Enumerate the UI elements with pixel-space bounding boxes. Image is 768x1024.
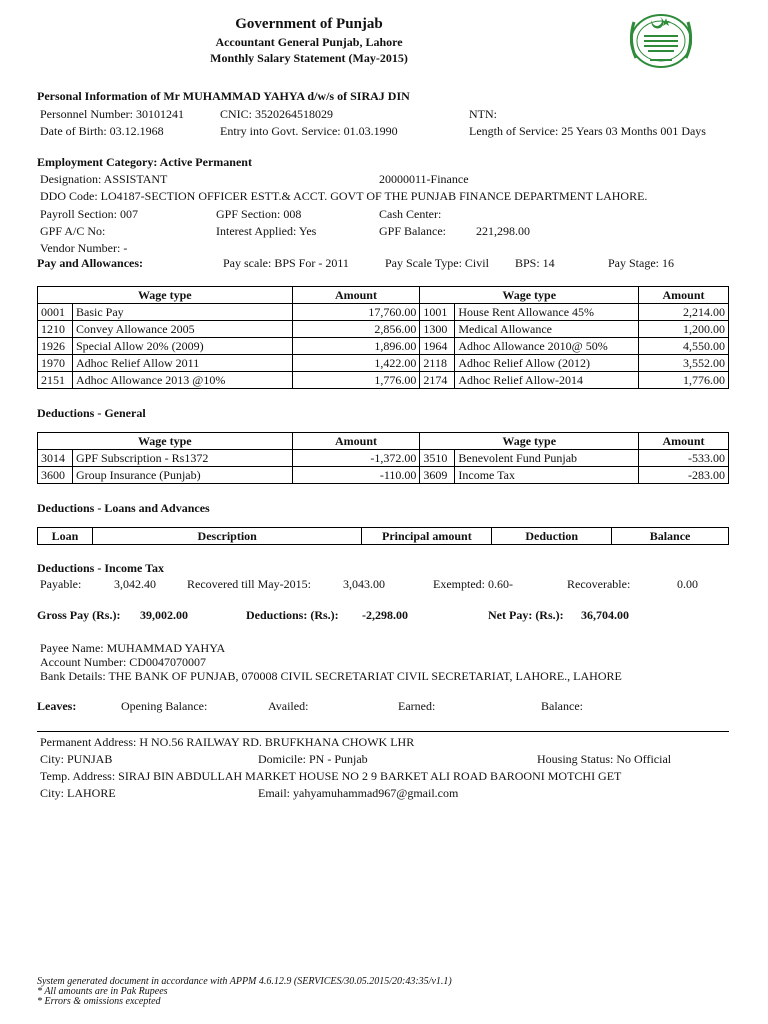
wage-code-cell: 1970 [38, 355, 73, 372]
table-header-row [38, 287, 729, 304]
wage-description-cell: Benevolent Fund Punjab [455, 450, 639, 467]
footer-currency-note: * All amounts are in Pak Rupees [37, 986, 168, 997]
statement-title: Monthly Salary Statement (May-2015) [210, 51, 408, 65]
table-header-row [38, 433, 729, 450]
amount-cell: 1,896.00 [292, 338, 420, 355]
table-row [38, 355, 729, 372]
wage-code-cell: 3609 [420, 467, 455, 484]
wage-description-cell: Adhoc Allowance 2010@ 50% [455, 338, 639, 355]
wage-description-cell: GPF Subscription - Rs1372 [72, 450, 292, 467]
account-number: Account Number: CD0047070007 [40, 655, 206, 669]
designation: Designation: ASSISTANT [40, 172, 168, 186]
gpf-account-no: GPF A/C No: [40, 224, 106, 238]
gpf-balance-label: GPF Balance: [379, 224, 446, 238]
deduction-header: Deduction [492, 528, 612, 545]
table-row [38, 467, 729, 484]
wage-code-cell: 3510 [420, 450, 455, 467]
recoverable-value: 0.00 [677, 577, 698, 591]
cnic: CNIC: 3520264518029 [220, 107, 334, 121]
loans-table [37, 527, 729, 545]
entry-govt-service: Entry into Govt. Service: 01.03.1990 [220, 124, 398, 138]
wage-type-header: Wage type [420, 433, 639, 450]
wage-description-cell: Income Tax [455, 467, 639, 484]
wage-description-cell: Special Allow 20% (2009) [72, 338, 292, 355]
amount-header: Amount [639, 287, 729, 304]
amount-cell: 4,550.00 [639, 338, 729, 355]
wage-code-cell: 1926 [38, 338, 73, 355]
ntn: NTN: [469, 107, 497, 121]
personal-info-heading: Personal Information of Mr MUHAMMAD YAHYA d/w/s of SIRAJ DIN [37, 89, 410, 103]
temp-address: Temp. Address: SIRAJ BIN ABDULLAH MARKET HOUSE NO 2 9 BARKET ALI ROAD BAROONI MOTCHI GET [40, 769, 622, 783]
deductions-value: -2,298.00 [362, 608, 408, 622]
pay-allowances-heading: Pay and Allowances: [37, 256, 144, 270]
pay-scale: Pay scale: BPS For - 2011 [223, 256, 349, 270]
wage-type-header: Wage type [38, 433, 293, 450]
payable-label: Payable: [40, 577, 82, 591]
amount-cell: -533.00 [639, 450, 729, 467]
amount-cell: 17,760.00 [292, 304, 420, 321]
payee-name: Payee Name: MUHAMMAD YAHYA [40, 641, 226, 655]
footer-note: System generated document in accordance with APPM 4.6.12.9 (SERVICES/30.05.2015/20:43:35/v1.1) [37, 976, 452, 987]
personnel-number: Personnel Number: 30101241 [40, 107, 184, 121]
table-row [38, 304, 729, 321]
amount-header: Amount [639, 433, 729, 450]
city-temp: City: LAHORE [40, 786, 116, 800]
date-of-birth: Date of Birth: 03.12.1968 [40, 124, 164, 138]
wage-code-cell: 2174 [420, 372, 455, 389]
opening-balance: Opening Balance: [121, 699, 208, 713]
pay-allowances-table [37, 286, 729, 389]
city-permanent: City: PUNJAB [40, 752, 113, 766]
wage-code-cell: 1001 [420, 304, 455, 321]
amount-cell: -1,372.00 [292, 450, 420, 467]
wage-code-cell: 3600 [38, 467, 73, 484]
punjab-seal-logo [622, 8, 700, 70]
amount-cell: 3,552.00 [639, 355, 729, 372]
wage-description-cell: Convey Allowance 2005 [72, 321, 292, 338]
amount-header: Amount [292, 433, 420, 450]
wage-description-cell: Basic Pay [72, 304, 292, 321]
amount-cell: 1,422.00 [292, 355, 420, 372]
gpf-section: GPF Section: 008 [216, 207, 302, 221]
exempted: Exempted: 0.60- [433, 577, 513, 591]
bank-details: Bank Details: THE BANK OF PUNJAB, 070008 CIVIL SECRETARIAT CIVIL SECRETARIAT, LAHORE., LAHORE [40, 669, 622, 683]
wage-description-cell: Medical Allowance [455, 321, 639, 338]
office-name: Accountant General Punjab, Lahore [215, 35, 403, 49]
principal-header: Principal amount [362, 528, 492, 545]
ddo-code: DDO Code: LO4187-SECTION OFFICER ESTT.& ACCT. GOVT OF THE PUNJAB FINANCE DEPARTMENT LAHORE. [40, 189, 648, 203]
length-of-service: Length of Service: 25 Years 03 Months 001 Days [469, 124, 706, 138]
wage-code-cell: 2118 [420, 355, 455, 372]
wage-code-cell: 1210 [38, 321, 73, 338]
deductions-general-table [37, 432, 729, 484]
table-row [38, 321, 729, 338]
footer-errors-note: * Errors & omissions excepted [37, 996, 161, 1007]
loans-heading: Deductions - Loans and Advances [37, 501, 210, 515]
wage-description-cell: Adhoc Relief Allow-2014 [455, 372, 639, 389]
balance-header: Balance [612, 528, 729, 545]
permanent-address: Permanent Address: H NO.56 RAILWAY RD. BRUFKHANA CHOWK LHR [40, 735, 415, 749]
wage-description-cell: Adhoc Allowance 2013 @10% [72, 372, 292, 389]
table-row [38, 372, 729, 389]
wage-code-cell: 1300 [420, 321, 455, 338]
payable-value: 3,042.40 [114, 577, 156, 591]
amount-cell: 2,856.00 [292, 321, 420, 338]
wage-description-cell: House Rent Allowance 45% [455, 304, 639, 321]
wage-code-cell: 2151 [38, 372, 73, 389]
amount-header: Amount [292, 287, 420, 304]
deductions-general-heading: Deductions - General [37, 406, 146, 420]
wage-type-header: Wage type [38, 287, 293, 304]
table-header-row [38, 528, 729, 545]
availed: Availed: [268, 699, 309, 713]
housing-status: Housing Status: No Official [537, 752, 672, 766]
leaves-heading: Leaves: [37, 699, 77, 713]
wage-type-header: Wage type [420, 287, 639, 304]
vendor-number: Vendor Number: - [40, 241, 128, 255]
net-pay-value: 36,704.00 [581, 608, 629, 622]
domicile: Domicile: PN - Punjab [258, 752, 368, 766]
amount-cell: 1,776.00 [639, 372, 729, 389]
wage-description-cell: Adhoc Relief Allow (2012) [455, 355, 639, 372]
pay-stage: Pay Stage: 16 [608, 256, 674, 270]
description-header: Description [92, 528, 362, 545]
recovered-value: 3,043.00 [343, 577, 385, 591]
email: Email: yahyamuhammad967@gmail.com [258, 786, 459, 800]
wage-description-cell: Group Insurance (Punjab) [72, 467, 292, 484]
earned: Earned: [398, 699, 436, 713]
net-pay-label: Net Pay: (Rs.): [488, 608, 564, 622]
wage-code-cell: 0001 [38, 304, 73, 321]
wage-description-cell: Adhoc Relief Allow 2011 [72, 355, 292, 372]
page-title: Government of Punjab [235, 16, 383, 32]
gross-pay-label: Gross Pay (Rs.): [37, 608, 121, 622]
table-row [38, 338, 729, 355]
wage-code-cell: 3014 [38, 450, 73, 467]
finance-code: 20000011-Finance [379, 172, 469, 186]
cash-center: Cash Center: [379, 207, 442, 221]
recovered-label: Recovered till May-2015: [187, 577, 311, 591]
amount-cell: 2,214.00 [639, 304, 729, 321]
deductions-label: Deductions: (Rs.): [246, 608, 339, 622]
leave-balance: Balance: [541, 699, 583, 713]
table-row [38, 450, 729, 467]
amount-cell: -110.00 [292, 467, 420, 484]
employment-heading: Employment Category: Active Permanent [37, 155, 252, 169]
interest-applied: Interest Applied: Yes [216, 224, 317, 238]
gross-pay-value: 39,002.00 [140, 608, 188, 622]
income-tax-heading: Deductions - Income Tax [37, 561, 165, 575]
amount-cell: 1,776.00 [292, 372, 420, 389]
payroll-section: Payroll Section: 007 [40, 207, 138, 221]
bps: BPS: 14 [515, 256, 555, 270]
amount-cell: -283.00 [639, 467, 729, 484]
loan-header: Loan [38, 528, 93, 545]
pay-scale-type: Pay Scale Type: Civil [385, 256, 489, 270]
amount-cell: 1,200.00 [639, 321, 729, 338]
wage-code-cell: 1964 [420, 338, 455, 355]
recoverable-label: Recoverable: [567, 577, 631, 591]
divider [37, 731, 729, 732]
gpf-balance-value: 221,298.00 [476, 224, 530, 238]
